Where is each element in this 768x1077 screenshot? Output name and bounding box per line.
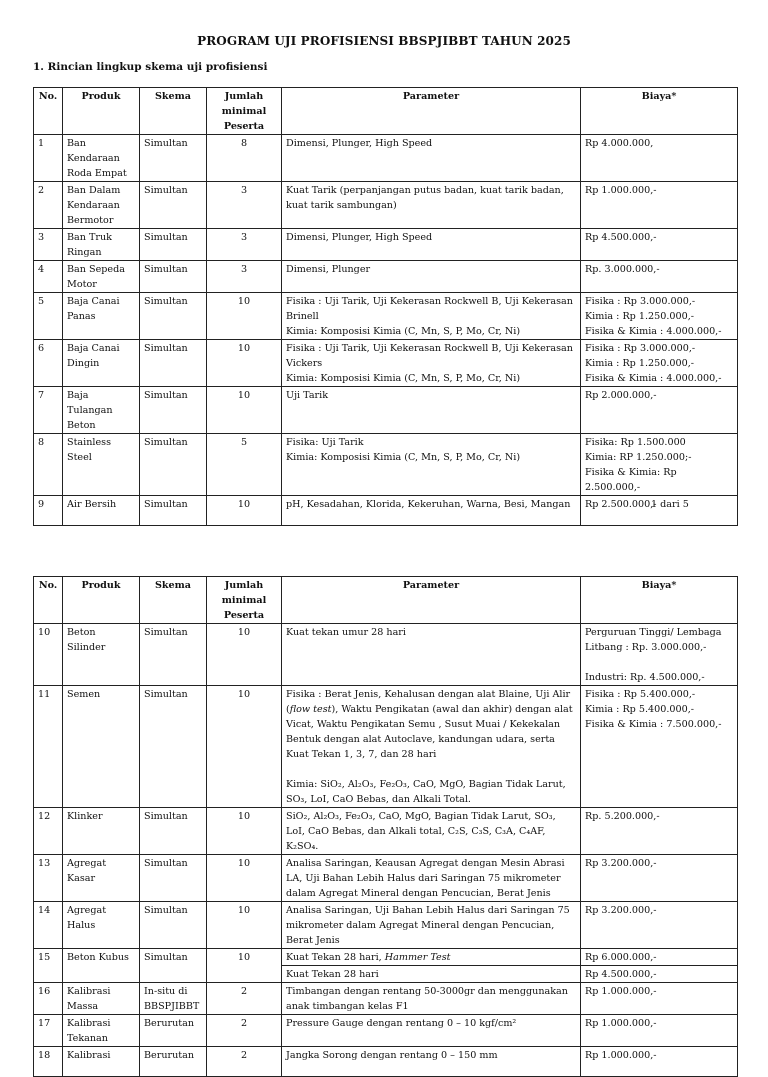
cell-no: 1 [34, 135, 63, 182]
cell-no: 4 [34, 261, 63, 293]
cell-parameter: Kuat Tekan 28 hari [282, 966, 581, 983]
cell-biaya: Rp 4.000.000, [581, 135, 738, 182]
cell-produk: Kalibrasi [63, 1047, 140, 1077]
cell-biaya: Rp 2.000.000,- [581, 387, 738, 434]
cell-skema: Simultan [140, 686, 207, 808]
cell-parameter: SiO₂, Al₂O₃, Fe₂O₃, CaO, MgO, Bagian Tidak Larut, SO₃, LoI, CaO Bebas, dan Alkali total, C₂S, C₃S, C₃A, C₄AF, K₂SO₄. [282, 808, 581, 855]
cell-biaya: Rp 1.000.000,- [581, 1047, 738, 1077]
header-parameter: Parameter [282, 577, 581, 624]
table-row [34, 983, 738, 1015]
cell-no: 18 [34, 1047, 63, 1077]
cell-no: 2 [34, 182, 63, 229]
cell-produk: Baja Canai Dingin [63, 340, 140, 387]
cell-produk: Baja Canai Panas [63, 293, 140, 340]
cell-biaya: Rp 4.500.000,- [581, 966, 738, 983]
cell-parameter: Dimensi, Plunger, High Speed [282, 135, 581, 182]
cell-jumlah: 2 [207, 1047, 282, 1077]
cell-biaya: Rp 6.000.000,- [581, 949, 738, 966]
cell-parameter: Dimensi, Plunger [282, 261, 581, 293]
cell-parameter: Jangka Sorong dengan rentang 0 – 150 mm [282, 1047, 581, 1077]
cell-skema: Simultan [140, 949, 207, 983]
cell-no: 17 [34, 1015, 63, 1047]
cell-biaya: Rp 4.500.000,- [581, 229, 738, 261]
cell-skema: Simultan [140, 135, 207, 182]
cell-jumlah: 10 [207, 808, 282, 855]
cell-skema: Simultan [140, 182, 207, 229]
cell-jumlah: 10 [207, 686, 282, 808]
parameter-fisika: Fisika : Berat Jenis, Kehalusan dengan alat Blaine, Uji Alir (flow test), Waktu Pengikatan (awal dan akhir) dengan alat Vicat, Waktu Pengikatan Semu , Susut Muai / Kekekalan Bentuk dengan alat Autoclave, kandungan udara, serta Kuat Tekan 1, 3, 7, dan 28 hari [286, 689, 573, 760]
cell-parameter: Kuat Tekan 28 hari, Hammer Test [282, 949, 581, 966]
table-row [34, 808, 738, 855]
cell-skema: Berurutan [140, 1015, 207, 1047]
cell-produk: Agregat Kasar [63, 855, 140, 902]
cell-jumlah: 8 [207, 135, 282, 182]
cell-jumlah: 5 [207, 434, 282, 496]
section-title: 1. Rincian lingkup skema uji profisiensi [33, 61, 268, 73]
cell-produk: Beton Silinder [63, 624, 140, 686]
cell-produk: Agregat Halus [63, 902, 140, 949]
table-row [34, 496, 738, 526]
hammer-test-term: Hammer Test [384, 952, 451, 963]
table-row [34, 261, 738, 293]
cell-no: 7 [34, 387, 63, 434]
cell-produk: Ban Dalam Kendaraan Bermotor [63, 182, 140, 229]
header-parameter: Parameter [282, 88, 581, 135]
cell-produk: Stainless Steel [63, 434, 140, 496]
cell-biaya: Fisika : Rp 5.400.000,- Kimia : Rp 5.400.000,- Fisika & Kimia : 7.500.000,- [581, 686, 738, 808]
cell-no: 12 [34, 808, 63, 855]
cell-parameter: Dimensi, Plunger, High Speed [282, 229, 581, 261]
header-biaya: Biaya* [581, 88, 738, 135]
cell-no: 8 [34, 434, 63, 496]
table-row [34, 1015, 738, 1047]
cell-produk: Kalibrasi Massa [63, 983, 140, 1015]
cell-biaya: Fisika: Rp 1.500.000 Kimia: RP 1.250.000;- Fisika & Kimia: Rp 2.500.000,- [581, 434, 738, 496]
cell-jumlah: 10 [207, 387, 282, 434]
cell-skema: Simultan [140, 434, 207, 496]
header-no: No. [34, 88, 63, 135]
header-jumlah: Jumlah minimal Peserta [207, 88, 282, 135]
table-row [34, 686, 738, 808]
table-row [34, 624, 738, 686]
cell-produk: Air Bersih [63, 496, 140, 526]
cell-jumlah: 10 [207, 949, 282, 983]
cell-no: 11 [34, 686, 63, 808]
cell-parameter: Timbangan dengan rentang 50-3000gr dan menggunakan anak timbangan kelas F1 [282, 983, 581, 1015]
page-number: 1 dari 5 [651, 499, 689, 510]
cell-jumlah: 10 [207, 340, 282, 387]
cell-no: 16 [34, 983, 63, 1015]
cell-parameter: Uji Tarik [282, 387, 581, 434]
cell-parameter: Kuat Tarik (perpanjangan putus badan, kuat tarik badan, kuat tarik sambungan) [282, 182, 581, 229]
cell-biaya: Rp 3.200.000,- [581, 855, 738, 902]
cell-jumlah: 3 [207, 229, 282, 261]
cell-skema: Simultan [140, 902, 207, 949]
document-title: PROGRAM UJI PROFISIENSI BBSPJIBBT TAHUN 2025 [197, 34, 571, 48]
table-row [34, 340, 738, 387]
cell-biaya: Rp 1.000.000,- [581, 182, 738, 229]
table-row [34, 949, 738, 966]
cell-skema: Simultan [140, 496, 207, 526]
cell-biaya: Fisika : Rp 3.000.000,- Kimia : Rp 1.250.000,- Fisika & Kimia : 4.000.000,- [581, 293, 738, 340]
cell-biaya: Fisika : Rp 3.000.000,- Kimia : Rp 1.250.000,- Fisika & Kimia : 4.000.000,- [581, 340, 738, 387]
cell-produk: Klinker [63, 808, 140, 855]
header-skema: Skema [140, 88, 207, 135]
cell-jumlah: 10 [207, 855, 282, 902]
cell-skema: Simultan [140, 229, 207, 261]
cell-jumlah: 3 [207, 261, 282, 293]
table-header-row [34, 577, 738, 624]
header-biaya: Biaya* [581, 577, 738, 624]
header-produk: Produk [63, 88, 140, 135]
cell-jumlah: 10 [207, 624, 282, 686]
cell-produk: Ban Sepeda Motor [63, 261, 140, 293]
table-row [34, 229, 738, 261]
table-row [34, 855, 738, 902]
table-row [34, 902, 738, 949]
table-row [34, 1047, 738, 1077]
cell-skema: Simultan [140, 293, 207, 340]
cell-biaya: Rp 3.200.000,- [581, 902, 738, 949]
table-row [34, 293, 738, 340]
cell-jumlah: 10 [207, 902, 282, 949]
cell-jumlah: 2 [207, 983, 282, 1015]
table-row [34, 135, 738, 182]
cell-produk: Kalibrasi Tekanan [63, 1015, 140, 1047]
header-produk: Produk [63, 577, 140, 624]
cell-no: 10 [34, 624, 63, 686]
table-row [34, 434, 738, 496]
table-header-row [34, 88, 738, 135]
table-row [34, 182, 738, 229]
header-skema: Skema [140, 577, 207, 624]
cell-jumlah: 10 [207, 293, 282, 340]
cell-biaya: Rp 1.000.000,- [581, 983, 738, 1015]
cell-no: 15 [34, 949, 63, 983]
cell-biaya: Perguruan Tinggi/ Lembaga Litbang : Rp. 3.000.000,- Industri: Rp. 4.500.000,- [581, 624, 738, 686]
cell-parameter: Analisa Saringan, Keausan Agregat dengan Mesin Abrasi LA, Uji Bahan Lebih Halus dari Saringan 75 mikrometer dalam Agregat Mineral dengan Pencucian, Berat Jenis [282, 855, 581, 902]
cell-parameter [282, 686, 581, 808]
cell-produk: Beton Kubus [63, 949, 140, 983]
cell-jumlah: 10 [207, 496, 282, 526]
flow-test-term: flow test [289, 704, 332, 715]
cell-produk: Semen [63, 686, 140, 808]
parameter-kimia: Kimia: SiO₂, Al₂O₃, Fe₂O₃, CaO, MgO, Bagian Tidak Larut, SO₃, LoI, CaO Bebas, dan Alkali Total. [286, 779, 566, 805]
cell-jumlah: 2 [207, 1015, 282, 1047]
cell-biaya: Rp 2.500.000,- [581, 496, 738, 526]
cell-skema: In-situ di BBSPJIBBT [140, 983, 207, 1015]
cell-parameter: Fisika : Uji Tarik, Uji Kekerasan Rockwell B, Uji Kekerasan Brinell Kimia: Komposisi Kimia (C, Mn, S, P, Mo, Cr, Ni) [282, 293, 581, 340]
cell-skema: Simultan [140, 340, 207, 387]
cell-skema: Simultan [140, 624, 207, 686]
cell-no: 9 [34, 496, 63, 526]
header-no: No. [34, 577, 63, 624]
cell-skema: Simultan [140, 808, 207, 855]
cell-no: 6 [34, 340, 63, 387]
cell-biaya: Rp 1.000.000,- [581, 1015, 738, 1047]
pt-scheme-table-page1 [33, 87, 738, 526]
cell-biaya: Rp. 5.200.000,- [581, 808, 738, 855]
header-jumlah: Jumlah minimal Peserta [207, 577, 282, 624]
pt-scheme-table-page2 [33, 576, 738, 1077]
cell-skema: Berurutan [140, 1047, 207, 1077]
cell-skema: Simultan [140, 855, 207, 902]
cell-produk: Ban Kendaraan Roda Empat [63, 135, 140, 182]
cell-parameter: Kuat tekan umur 28 hari [282, 624, 581, 686]
cell-produk: Ban Truk Ringan [63, 229, 140, 261]
cell-parameter: pH, Kesadahan, Klorida, Kekeruhan, Warna, Besi, Mangan [282, 496, 581, 526]
cell-skema: Simultan [140, 387, 207, 434]
table-row [34, 387, 738, 434]
cell-produk: Baja Tulangan Beton [63, 387, 140, 434]
cell-parameter: Pressure Gauge dengan rentang 0 – 10 kgf/cm² [282, 1015, 581, 1047]
cell-parameter: Analisa Saringan, Uji Bahan Lebih Halus dari Saringan 75 mikrometer dalam Agregat Mineral dengan Pencucian, Berat Jenis [282, 902, 581, 949]
cell-no: 5 [34, 293, 63, 340]
cell-skema: Simultan [140, 261, 207, 293]
cell-jumlah: 3 [207, 182, 282, 229]
cell-parameter: Fisika: Uji Tarik Kimia: Komposisi Kimia (C, Mn, S, P, Mo, Cr, Ni) [282, 434, 581, 496]
cell-no: 13 [34, 855, 63, 902]
cell-biaya: Rp. 3.000.000,- [581, 261, 738, 293]
cell-no: 3 [34, 229, 63, 261]
cell-parameter: Fisika : Uji Tarik, Uji Kekerasan Rockwell B, Uji Kekerasan Vickers Kimia: Komposisi Kimia (C, Mn, S, P, Mo, Cr, Ni) [282, 340, 581, 387]
cell-no: 14 [34, 902, 63, 949]
